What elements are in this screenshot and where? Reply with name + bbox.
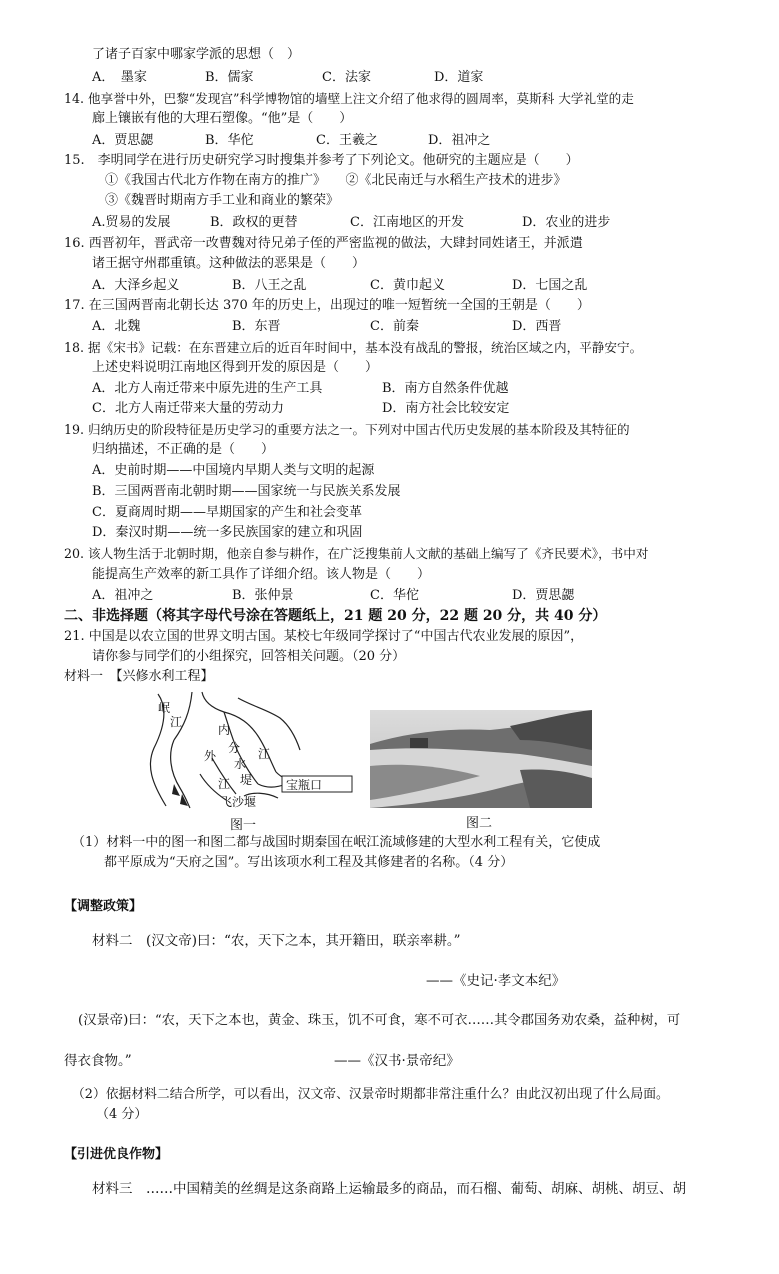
- q13-option-a: A． 墨家: [92, 70, 147, 85]
- material-1-heading: 材料一 【兴修水利工程】: [64, 669, 214, 684]
- q18-option-b: B．南方自然条件优越: [382, 381, 509, 396]
- q18-option-a: A．北方人南迁带来中原先进的生产工具: [92, 381, 323, 396]
- q16-option-b: B．八王之乱: [232, 278, 307, 293]
- q18-stem-line2: 上述史料说明江南地区得到开发的原因是（ ）: [92, 360, 379, 375]
- dujiangyan-photo: [370, 710, 592, 808]
- map-label-jiang2: 江: [258, 747, 271, 761]
- policy-heading: 【调整政策】: [64, 899, 143, 914]
- material-3-line1: 材料三 ……中国精美的丝绸是这条商路上运输最多的商品，而石榴、葡萄、胡麻、胡桃、胡豆、胡: [92, 1181, 686, 1197]
- q17-option-c: C．前秦: [370, 319, 419, 334]
- q13-option-c: C．法家: [322, 70, 371, 85]
- map-label-jiang: 江: [170, 715, 183, 729]
- q16-stem-line1: 16. 西晋初年，晋武帝一改曹魏对待兄弟子侄的严密监视的做法，大肆封同姓诸王，并派遣: [64, 236, 583, 251]
- q20-stem-line1: 20. 该人物生活于北朝时期，他亲自参与耕作，在广泛搜集前人文献的基础上编写了《齐民要术》，书中对: [64, 546, 649, 561]
- q14-option-a: A．贾思勰: [92, 133, 154, 148]
- material-2-source1: ——《史记·孝文本纪》: [426, 973, 566, 989]
- map-label-nei: 内: [218, 723, 231, 737]
- q20-option-c: C．华佗: [370, 588, 419, 603]
- map-label-feisha: 飞沙堰: [220, 795, 257, 809]
- q21-part2-line2: （4 分）: [96, 1107, 148, 1122]
- q14-option-c: C．王羲之: [316, 133, 378, 148]
- q16-stem-line2: 诸王据守州郡重镇。这种做法的恶果是（ ）: [92, 256, 366, 271]
- dujiangyan-map: [140, 688, 360, 810]
- q17-stem: 17. 在三国两晋南北朝长达 370 年的历史上，出现过的唯一短暂统一全国的王朝是（ ）: [64, 298, 590, 313]
- q15-option-a: A.贸易的发展: [92, 215, 171, 230]
- q15-paper-3: ③《魏晋时期南方手工业和商业的繁荣》: [105, 193, 340, 208]
- q17-option-b: B．东晋: [232, 319, 281, 334]
- q20-option-d: D．贾思勰: [512, 588, 575, 603]
- map-label-di: 堤: [240, 773, 253, 787]
- figure-2-caption: 图二: [466, 816, 493, 831]
- q17-option-a: A．北魏: [92, 319, 141, 334]
- q17-option-d: D．西晋: [512, 319, 562, 334]
- map-label-shui: 水: [234, 757, 247, 771]
- q15-option-c: C．江南地区的开发: [350, 215, 464, 230]
- q13-option-d: D．道家: [434, 70, 484, 85]
- map-label-baoping: 宝瓶口: [286, 778, 323, 792]
- q19-option-d: D．秦汉时期——统一多民族国家的建立和巩固: [92, 525, 363, 540]
- figure-1-caption: 图一: [230, 818, 257, 833]
- q19-option-c: C．夏商周时期——早期国家的产生和社会变革: [92, 505, 362, 520]
- q16-option-c: C．黄巾起义: [370, 278, 445, 293]
- map-label-fen: 分: [228, 741, 241, 755]
- q15-option-b: B．政权的更替: [210, 215, 298, 230]
- q15-option-d: D．农业的进步: [522, 215, 611, 230]
- q18-option-d: D．南方社会比较安定: [382, 401, 510, 416]
- q21-stem-line1: 21. 中国是以农立国的世界文明古国。某校七年级同学探讨了“中国古代农业发展的原因”，: [64, 629, 584, 644]
- q18-stem-line1: 18. 据《宋书》记载：在东晋建立后的近百年时间中，基本没有战乱的警报，统治区域之内，平静安宁。: [64, 340, 643, 355]
- q20-stem-line2: 能提高生产效率的新工具作了详细介绍。该人物是（ ）: [92, 567, 431, 582]
- q14-option-b: B．华佗: [205, 133, 254, 148]
- q14-option-d: D．祖冲之: [428, 133, 491, 148]
- map-label-jiang3: 江: [218, 777, 231, 791]
- q19-option-a: A．史前时期——中国境内早期人类与文明的起源: [92, 463, 375, 478]
- section-2-heading: 二、非选择题（将其字母代号涂在答题纸上，21 题 20 分，22 题 20 分，共 40 分）: [64, 608, 607, 624]
- q18-option-c: C．北方人南迁带来大量的劳动力: [92, 401, 284, 416]
- q15-paper-1-2: ①《我国古代北方作物在南方的推广》 ②《北民南迁与水稻生产技术的进步》: [105, 173, 567, 188]
- q20-option-a: A．祖冲之: [92, 588, 154, 603]
- material-2-line3: 得衣食物。”: [64, 1053, 132, 1069]
- map-label-wai: 外: [204, 749, 217, 763]
- q21-stem-line2: 请你参与同学们的小组探究，回答相关问题。（20 分）: [92, 649, 406, 664]
- q19-stem-line1: 19. 归纳历史的阶段特征是历史学习的重要方法之一。下列对中国古代历史发展的基本阶段及其特征的: [64, 422, 630, 437]
- material-2-source2: ——《汉书·景帝纪》: [334, 1053, 460, 1069]
- q19-option-b: B．三国两晋南北朝时期——国家统一与民族关系发展: [92, 484, 401, 499]
- q21-part1-line1: （1）材料一中的图一和图二都与战国时期秦国在岷江流域修建的大型水利工程有关，它使成: [72, 835, 601, 850]
- q16-option-a: A．大泽乡起义: [92, 278, 180, 293]
- q15-stem-line1: 15. 李明同学在进行历史研究学习时搜集并参考了下列论文。他研究的主题应是（ ）: [64, 153, 579, 168]
- q13-option-b: B．儒家: [205, 70, 254, 85]
- q14-stem-line1: 14. 他享誉中外，巴黎“发现宫”科学博物馆的墙壁上注文介绍了他求得的圆周率，莫斯科 大学礼堂的走: [64, 91, 634, 106]
- material-2-line1: 材料二 (汉文帝)曰：“农，天下之本，其开籍田，联亲率耕。”: [92, 933, 461, 949]
- q14-stem-line2: 廊上镶嵌有他的大理石塑像。“他”是（ ）: [92, 111, 353, 126]
- crops-heading: 【引进优良作物】: [64, 1147, 169, 1162]
- material-2-line2: (汉景帝)曰：“农，天下之本也，黄金、珠玉，饥不可食，寒不可衣……其令郡国务劝农桑，益种树，可: [78, 1013, 681, 1028]
- map-label-min: 岷: [158, 701, 171, 715]
- q16-option-d: D．七国之乱: [512, 278, 588, 293]
- q13-stem-cont: 了诸子百家中哪家学派的思想（ ）: [92, 47, 301, 62]
- q19-stem-line2: 归纳描述，不正确的是（ ）: [92, 442, 275, 457]
- q21-part2-line1: （2）依据材料二结合所学，可以看出，汉文帝、汉景帝时期都非常注重什么？由此汉初出现了什么局面。: [72, 1087, 669, 1102]
- q21-part1-line2: 都平原成为“天府之国”。写出该项水利工程及其修建者的名称。（4 分）: [104, 855, 514, 870]
- q20-option-b: B．张仲景: [232, 588, 294, 603]
